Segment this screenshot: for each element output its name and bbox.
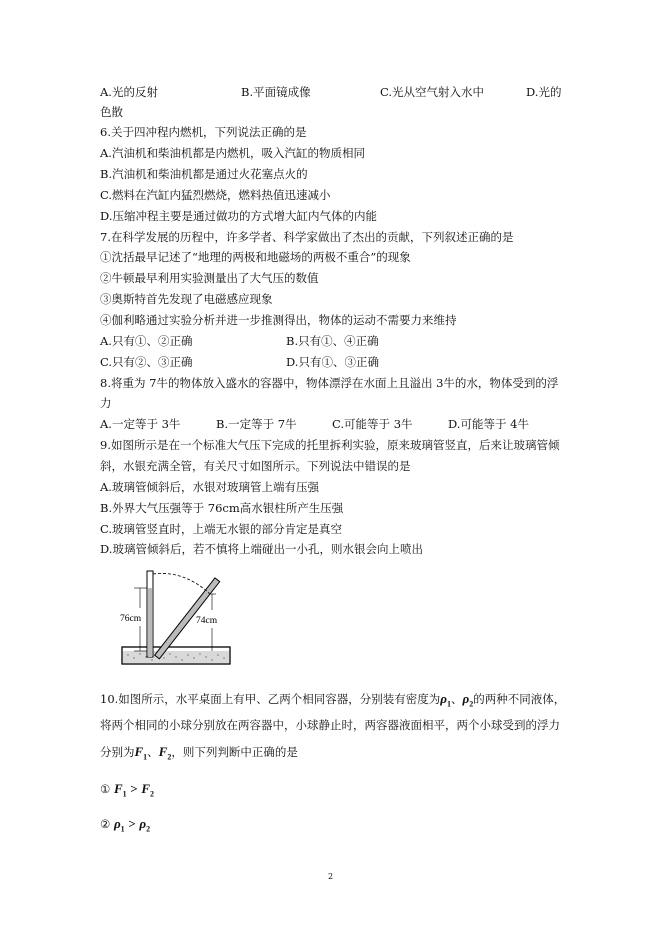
label-74cm: 74cm [196,616,218,626]
q7-option-b: B.只有①、④正确 [286,334,379,348]
q8-option-d: D.可能等于 4牛 [448,417,529,431]
q5-option-c: C.光从空气射入水中 [380,85,485,99]
q9-option-b: B.外界大气压强等于 76cm高水银柱所产生压强 [100,501,344,515]
q9-stem: 9.如图所示是在一个标准大气压下完成的托里拆利实验，原来玻璃管竖直，后来让玻璃管倾 [100,438,560,452]
rho-2: $\rho_2$ [462,691,474,709]
q9-option-d: D.玻璃管倾斜后，若不慎将上端碰出一小孔，则水银会向上喷出 [100,542,423,556]
q8-stem: 8.将重为 7牛的物体放入盛水的容器中，物体漂浮在水面上且溢出 3牛的水，物体受到的浮 [100,376,559,390]
q10-stem-line-2: 将两个相同的小球分别放在两容器中，小球静止时，两容器液面相平，两个小球受到的浮力 [100,718,560,732]
q10-stem-line-1: 10.如图所示，水平桌面上有甲、乙两个相同容器，分别装有密度为$\rho_1$、$\rho_2$的两种不同液体， [100,691,566,709]
swing-arc [153,573,210,594]
q7-option-d: D.只有①、③正确 [286,355,379,369]
q7-option-a: A.只有①、②正确 [100,334,193,348]
q9-stem-cont: 斜，水银充满全管，有关尺寸如图所示。下列说法中错误的是 [100,459,411,473]
q6-option-d: D.压缩冲程主要是通过做功的方式增大缸内气体的内能 [100,209,377,223]
q7-item-4: ④伽利略通过实验分析并进一步推测得出，物体的运动不需要力来维持 [100,313,457,327]
q10-stem-line-3: 分别为$F_1$、$F_2$，则下列判断中正确的是 [100,744,298,762]
q9-option-c: C.玻璃管竖直时，上端无水银的部分肯定是真空 [100,522,343,536]
f-1: $F_1$ [134,744,148,762]
q8-option-c: C.可能等于 3牛 [332,417,413,431]
q6-option-a: A.汽油机和柴油机都是内燃机，吸入汽缸的物质相同 [100,146,365,160]
q6-stem: 6.关于四冲程内燃机，下列说法正确的是 [100,125,307,139]
torricelli-figure [116,568,246,668]
q8-option-a: A.一定等于 3牛 [100,417,181,431]
vertical-mercury-column [148,588,152,657]
f-2: $F_2$ [158,744,172,762]
q10-item-1: ① $F_1 > F_2$ [100,781,155,799]
q5-option-a: A.光的反射 [100,85,158,99]
q6-option-b: B.汽油机和柴油机都是通过火花塞点火的 [100,167,308,181]
q5-option-b: B.平面镜成像 [241,85,311,99]
q8-option-b: B.一定等于 7牛 [216,417,297,431]
q5-option-d: D.光的 [526,85,562,99]
q7-item-3: ③奥斯特首先发现了电磁感应现象 [100,292,273,306]
q7-option-c: C.只有②、③正确 [100,355,193,369]
rho-1: $\rho_1$ [440,691,451,709]
label-76cm: 76cm [120,614,142,624]
q5-option-d-cont: 色散 [100,105,123,119]
q8-stem-cont: 力 [100,396,112,410]
q9-option-a: A.玻璃管倾斜后，水银对玻璃管上端有压强 [100,480,319,494]
q6-option-c: C.燃料在汽缸内猛烈燃烧，燃料热值迅速减小 [100,188,331,202]
page-number: 2 [327,872,334,881]
q7-stem: 7.在科学发展的历程中，许多学者、科学家做出了杰出的贡献，下列叙述正确的是 [100,230,514,244]
q7-item-1: ①沈括最早记述了“地理的两极和地磁场的两极不重合”的现象 [100,250,411,264]
q7-item-2: ②牛顿最早利用实验测量出了大气压的数值 [100,271,319,285]
q10-item-2: ② $\rho_1 > \rho_2$ [100,816,151,834]
